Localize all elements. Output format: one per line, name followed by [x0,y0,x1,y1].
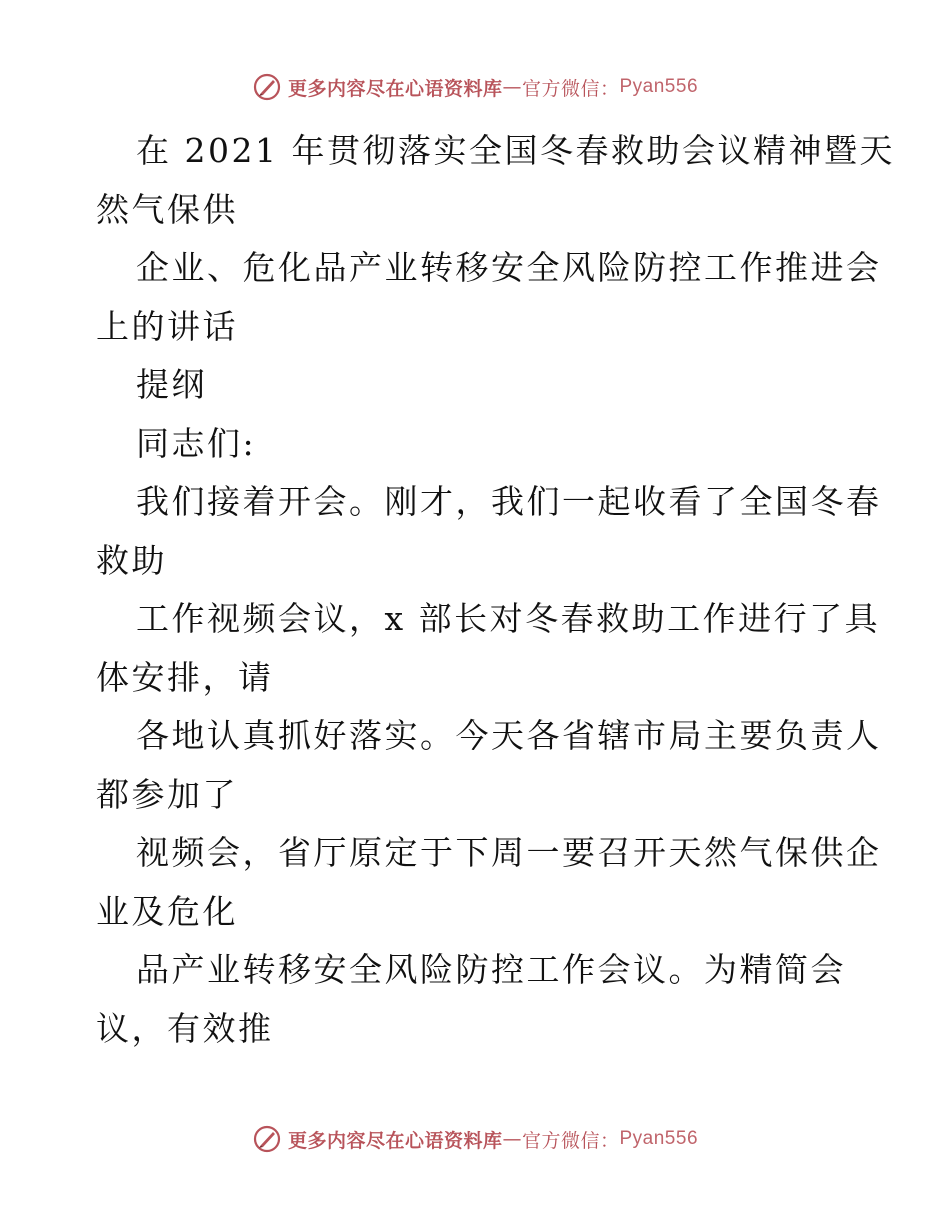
watermark-main-text: 更多内容尽在心语资料库 [287,1129,503,1152]
text-line: 企业、危化品产业转移安全风险防控工作推进会 [136,248,882,287]
document-body [96,122,895,1058]
watermark-wechat-id: Pyan556 [619,1128,699,1149]
text-line: 然气保供 [96,189,238,229]
watermark-dash: — [502,1128,522,1150]
text-line: 议，有效推 [96,1008,274,1048]
text-line: 救助 [96,540,167,580]
text-line: 各地认真抓好落实。今天各省辖市局主要负责人 [136,716,882,755]
text-line: 体安排，请 [96,657,274,697]
watermark-label: 官方微信： [521,77,620,100]
text-line: 品产业转移安全风险防控工作会议。为精简会 [136,950,846,989]
text-line: 上的讲话 [96,306,238,346]
text-line: 同志们: [136,423,257,463]
quill-seal-icon [252,1124,282,1154]
text-line: 工作视频会议，x 部长对冬春救助工作进行了具 [136,599,881,638]
watermark-footer [0,1124,950,1154]
text-line: 都参加了 [96,774,238,814]
text-line: 视频会，省厅原定于下周一要召开天然气保供企 [136,833,882,872]
text-line: 我们接着开会。刚才，我们一起收看了全国冬春 [136,482,882,521]
watermark-main-text: 更多内容尽在心语资料库 [287,77,503,100]
watermark-header [0,72,950,102]
watermark-dash: — [502,76,522,98]
text-line: 业及危化 [96,891,238,931]
text-line: 在 2021 年贯彻落实全国冬春救助会议精神暨天 [136,131,895,170]
watermark-label: 官方微信： [521,1129,620,1152]
quill-seal-icon [252,72,282,102]
text-line: 提纲 [136,365,207,404]
watermark-wechat-id: Pyan556 [619,76,699,97]
